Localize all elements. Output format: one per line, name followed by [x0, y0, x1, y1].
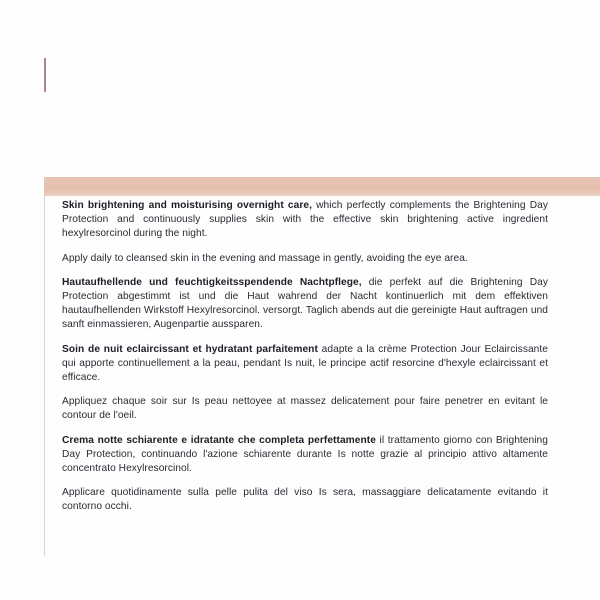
paragraph-de-care: [62, 276, 548, 333]
paragraph-fr-apply: [62, 395, 548, 423]
body-de-care: die perfekt auf die Brightening Day Protection abgestimmt ist und die Haut wahrend der Nacht kontinuerlich mit dem effektiven hautaufhellenden Wirkstoff Hexylresorcinol. versorgt. Taglich abends aut die gereinigte Haut auftragen und sanft einmassieren, Augenpartie aussparen.: [62, 276, 548, 331]
paragraph-fr-care: [62, 343, 548, 386]
paragraph-en-care: [62, 199, 548, 242]
body-fr-apply: Appliquez chaque soir sur Is peau nettoyee at massez delicatement pour faire penetrer en evitant le contour de l'oeil.: [62, 396, 548, 422]
paragraph-en-apply: [62, 252, 548, 266]
left-margin-rule: [44, 196, 45, 556]
heading-it-care: Crema notte schiarente e idratante che completa perfettamente: [62, 434, 376, 446]
heading-de-care: Hautaufhellende und feuchtigkeitsspendende Nachtpflege,: [62, 276, 362, 288]
body-it-apply: Applicare quotidinamente sulla pelle pulita del viso Is sera, massaggiare delicatamente evitando it contorno occhi.: [62, 487, 548, 513]
body-fr-care: adapte a la crème Protection Jour Eclaircissante qui apporte continuellement a la peau, pendant Is nuit, le principe actif resorcine d'hexyle eclaircissant et efficace.: [62, 343, 548, 384]
heading-fr-care: Soin de nuit eclaircissant et hydratant parfaitement: [62, 343, 318, 355]
body-en-care: which perfectly complements the Brightening Day Protection and continuously supplies skin with the effective skin brightening active ingredient hexylresorcinol during the night.: [62, 200, 548, 240]
body-en-apply: Apply daily to cleansed skin in the evening and massage in gently, avoiding the eye area.: [62, 252, 468, 264]
paragraph-it-care: [62, 434, 548, 477]
leaflet-text: [62, 199, 548, 525]
peach-header-band: [44, 177, 600, 196]
left-edge-mark: [44, 58, 46, 92]
body-it-care: il trattamento giorno con Brightening Day Protection, continuando l'azione schiarente durante Is notte grazie al principio attivo altamente concentrato Hexylresorcinol.: [62, 434, 548, 475]
heading-en-care: Skin brightening and moisturising overnight care,: [62, 200, 312, 211]
paragraph-it-apply: [62, 486, 548, 514]
